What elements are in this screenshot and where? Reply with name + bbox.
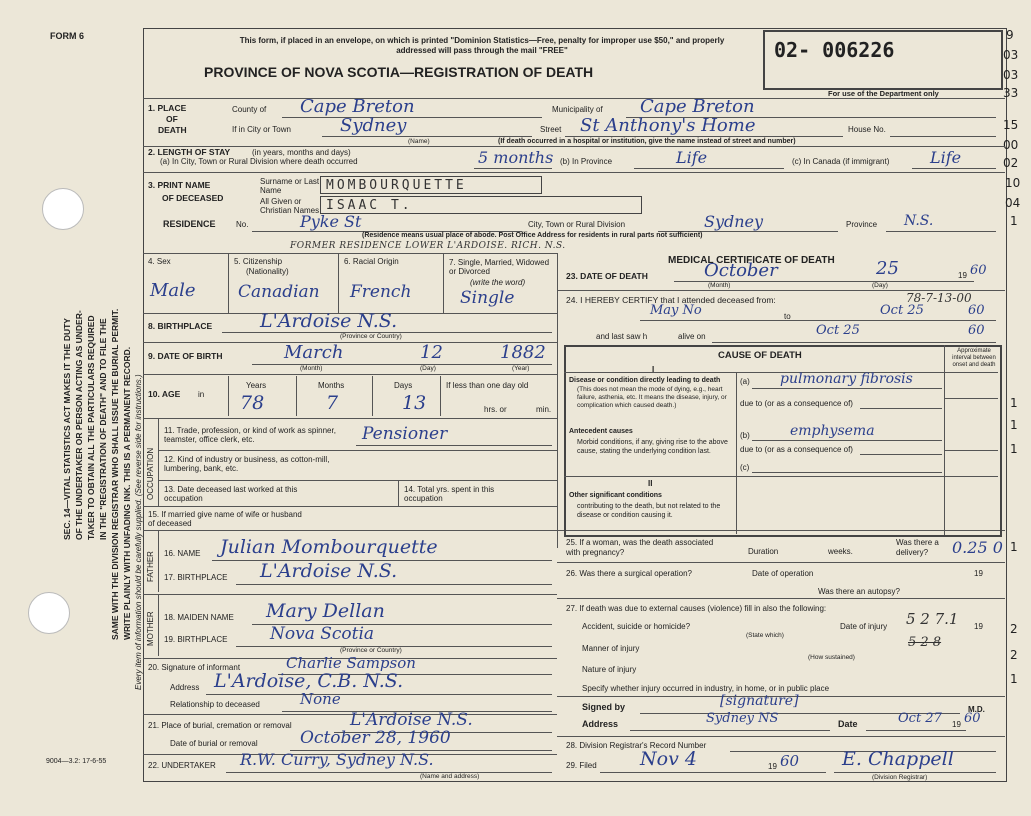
municipality-label: Municipality of xyxy=(552,105,603,114)
q28-label: 28. Division Registrar's Record Number xyxy=(566,741,707,750)
occupation-side-label: OCCUPATION xyxy=(146,447,155,500)
given-value: ISAAC T. xyxy=(326,198,413,213)
age-months: 7 xyxy=(326,392,339,414)
street-value: St Anthony's Home xyxy=(580,115,756,136)
margin-code: 00 xyxy=(1003,138,1019,152)
min-label: min. xyxy=(536,405,552,414)
residence-no-label: No. xyxy=(236,220,249,229)
doctor-date-year: 60 xyxy=(964,711,981,726)
registrar-signature: E. Chappell xyxy=(842,748,954,770)
q29-label: 29. Filed xyxy=(566,761,597,770)
margin-code: 2 xyxy=(1010,622,1018,636)
filed-year: 60 xyxy=(780,752,800,770)
informant-label: 20. Signature of informant xyxy=(148,663,241,672)
doctor-address: Sydney NS xyxy=(706,711,779,726)
attended-from: May No xyxy=(650,303,702,318)
to-word: to xyxy=(784,312,791,321)
postal-note: This form, if placed in an envelope, on which is printed "Dominion Statistics—Free, penalty for improper use $50," and properly addressed will pass through the mail "FREE" xyxy=(239,36,725,55)
mother-birthplace-label: 19. BIRTHPLACE xyxy=(164,635,228,644)
municipality-value: Cape Breton xyxy=(640,96,755,117)
father-birthplace-label: 17. BIRTHPLACE xyxy=(164,573,228,582)
dob-year: 1882 xyxy=(500,342,546,363)
manner-label: Manner of injury xyxy=(582,644,640,653)
birthplace-value: L'Ardoise N.S. xyxy=(260,310,398,332)
weeks-label: weeks. xyxy=(828,547,853,556)
delivery-label: Was there a delivery? xyxy=(896,538,939,557)
doctor-date: Oct 27 xyxy=(898,711,942,726)
stay-b-value: Life xyxy=(676,148,708,167)
burial-date: October 28, 1960 xyxy=(300,728,451,748)
stay-sub: (in years, months and days) xyxy=(252,148,351,157)
informant-address: L'Ardoise, C.B. N.S. xyxy=(214,670,404,692)
sex-value: Male xyxy=(150,280,196,301)
dob-month: March xyxy=(284,342,344,363)
q27-label: 27. If death was due to external causes (violence) fill in also the following: xyxy=(566,604,827,613)
filed-year-prefix: 19 xyxy=(768,762,777,771)
doctor-year-prefix: 19 xyxy=(952,720,961,729)
residence-street: Pyke St xyxy=(300,212,362,231)
stay-b-label: (b) In Province xyxy=(560,157,613,166)
date-of-operation: Date of operation xyxy=(752,569,814,578)
death-year-prefix: 19 xyxy=(958,271,967,280)
cause-a-value: pulmonary fibrosis xyxy=(780,371,913,387)
sex-label: 4. Sex xyxy=(148,257,171,266)
informant-signature: Charlie Sampson xyxy=(286,654,416,672)
death-day-caption: (Day) xyxy=(872,282,888,289)
residence-label: RESIDENCE xyxy=(163,219,216,229)
mother-birthplace: Nova Scotia xyxy=(270,624,375,644)
birthplace-label: 8. BIRTHPLACE xyxy=(148,321,213,331)
q26-label: 26. Was there a surgical operation? xyxy=(566,569,692,578)
q13-label: 13. Date deceased last worked at this occupation xyxy=(164,485,298,503)
margin-code: 9 xyxy=(1006,28,1014,42)
age-years: 78 xyxy=(240,392,265,414)
relationship-label: Relationship to deceased xyxy=(170,700,260,709)
margin-code: 02 xyxy=(1003,156,1019,170)
city-label: If in City or Town xyxy=(232,125,291,134)
age-days: 13 xyxy=(402,392,427,414)
part-ii: II xyxy=(648,479,653,488)
name-label-1: 3. PRINT NAME xyxy=(148,180,211,190)
dob-month-caption: (Month) xyxy=(300,365,323,372)
signed-label: Signed by xyxy=(582,702,626,712)
form-title: PROVINCE OF NOVA SCOTIA—REGISTRATION OF DEATH xyxy=(204,64,594,80)
marital-value: Single xyxy=(460,288,515,308)
q15-label: 15. If married give name of wife or husband of deceased xyxy=(148,510,302,528)
mother-side-label: MOTHER xyxy=(146,611,155,646)
part-i: I xyxy=(652,365,655,374)
given-label: All Given or Christian Names xyxy=(260,197,320,215)
side-notice-4: IN THE "REGISTRATION OF DEATH" AND TO FILE THE xyxy=(98,318,108,540)
racial-value: French xyxy=(350,282,412,302)
q11-value: Pensioner xyxy=(362,424,448,444)
relationship-value: None xyxy=(300,690,341,708)
city-value: Sydney xyxy=(340,115,407,136)
margin-code: 1 xyxy=(1010,396,1018,410)
injury-year: 19 xyxy=(974,622,983,631)
less-than-day: If less than one day old xyxy=(446,381,529,390)
citizenship-value: Canadian xyxy=(238,282,320,302)
autopsy-label: Was there an autopsy? xyxy=(818,587,900,596)
cause-heading: CAUSE OF DEATH xyxy=(718,350,802,361)
age-in: in xyxy=(198,390,205,399)
side-notice-6: WRITE PLAINLY WITH UNFADING INK. THIS IS A PERMANENT RECORD. xyxy=(122,346,132,640)
side-notice-7: Every item of information should be carefully supplied. (See reverse side for instructions.) xyxy=(134,374,143,690)
margin-code: 1 xyxy=(1010,214,1018,228)
last-saw-date: Oct 25 xyxy=(816,323,860,338)
stamp-025: 0.25 0 xyxy=(952,538,1003,557)
q14-label: 14. Total yrs. spent in this occupation xyxy=(404,485,495,503)
mother-maiden: Mary Dellan xyxy=(266,600,385,622)
stay-a-value: 5 months xyxy=(478,148,554,167)
form-code: 9004—3.2: 17-6-55 xyxy=(46,758,107,765)
specify-label: Specify whether injury occurred in industry, in home, or in public place xyxy=(582,684,830,693)
antecedent-note: Morbid conditions, if any, giving rise to the above cause, stating the underlying condition last. xyxy=(577,439,728,455)
other-note: contributing to the death, but not related to the disease or condition causing it. xyxy=(577,503,721,519)
place-label-2: OF xyxy=(166,114,178,124)
cause-b-label: (b) xyxy=(740,431,750,440)
hrs-label: hrs. or xyxy=(484,405,507,414)
due-to-b: due to (or as a consequence of) xyxy=(740,445,853,454)
margin-code: 1 xyxy=(1010,418,1018,432)
birthplace-caption: (Province or Country) xyxy=(340,333,402,340)
margin-code: 03 xyxy=(1003,48,1019,62)
marital-sub: (write the word) xyxy=(470,278,526,287)
last-saw-year: 60 xyxy=(968,323,985,338)
place-label-3: DEATH xyxy=(158,125,187,135)
name-label-2: OF DECEASED xyxy=(162,193,224,203)
dob-label: 9. DATE OF BIRTH xyxy=(148,351,223,361)
alive-on: alive on xyxy=(678,332,706,341)
county-label: County of xyxy=(232,105,267,114)
side-notice-3: TAKER TO OBTAIN ALL THE PARTICULARS REQUIRED xyxy=(86,315,96,540)
dept-use: For use of the Department only xyxy=(828,89,939,98)
margin-code: 33 xyxy=(1003,86,1019,100)
other-label: Other significant conditions xyxy=(569,492,662,499)
margin-code: 2 xyxy=(1010,648,1018,662)
burial-place: L'Ardoise N.S. xyxy=(350,710,473,730)
margin-code: 1 xyxy=(1010,442,1018,456)
death-date-month: October xyxy=(704,260,778,281)
punch-hole-top xyxy=(42,188,84,230)
mother-maiden-label: 18. MAIDEN NAME xyxy=(164,613,234,622)
margin-code: 04 xyxy=(1005,196,1021,210)
duration-label: Duration xyxy=(748,547,779,556)
residence-city-label: City, Town or Rural Division xyxy=(528,220,626,229)
how-sustained: (How sustained) xyxy=(808,654,855,661)
stay-label: 2. LENGTH OF STAY xyxy=(148,147,231,157)
last-saw-label: and last saw h xyxy=(596,332,648,341)
father-birthplace: L'Ardoise N.S. xyxy=(260,560,398,582)
death-month-caption: (Month) xyxy=(708,282,731,289)
years-label: Years xyxy=(246,381,267,390)
doctor-address-label: Address xyxy=(582,719,619,729)
stamp-5271: 5 2 7.1 xyxy=(906,610,959,628)
burial-date-label: Date of burial or removal xyxy=(170,739,258,748)
side-notice-5: SAME WITH THE DIVISION REGISTRAR WHO SHALL ISSUE THE BURIAL PERMIT. xyxy=(110,308,120,640)
date-of-injury: Date of injury xyxy=(840,622,888,631)
surname-label: Surname or Last Name xyxy=(260,177,320,195)
medical-heading: MEDICAL CERTIFICATE OF DEATH xyxy=(668,255,835,266)
registrar-caption: (Division Registrar) xyxy=(872,774,928,781)
marital-label: 7. Single, Married, Widowed or Divorced xyxy=(449,258,550,276)
margin-code: 15 xyxy=(1003,118,1019,132)
cause-b-value: emphysema xyxy=(790,423,875,439)
informant-address-label: Address xyxy=(170,683,200,692)
stay-a-label: (a) In City, Town or Rural Division where death occurred xyxy=(160,157,358,166)
name-caption: (Name) xyxy=(408,138,430,145)
age-label: 10. AGE xyxy=(148,389,181,399)
margin-code: 10 xyxy=(1005,176,1021,190)
death-date-label: 23. DATE OF DEATH xyxy=(566,271,648,281)
death-date-day: 25 xyxy=(876,258,899,279)
dob-year-caption: (Year) xyxy=(512,365,530,372)
form-number: FORM 6 xyxy=(50,31,85,41)
days-label: Days xyxy=(394,381,413,390)
certify-label: 24. I HEREBY CERTIFY that I attended deceased from: xyxy=(566,295,776,305)
institution-note: (If death occurred in a hospital or institution, give the name instead of street and number) xyxy=(498,138,796,145)
death-date-year: 60 xyxy=(970,263,987,278)
record-number: 02- 006226 xyxy=(774,38,895,62)
dob-day: 12 xyxy=(420,342,443,363)
md-label: M.D. xyxy=(968,705,985,714)
citizenship-label: 5. Citizenship xyxy=(234,257,283,266)
interval-heading: Approximate interval between onset and death xyxy=(952,348,996,368)
street-label: Street xyxy=(540,125,562,134)
father-name-label: 16. NAME xyxy=(164,549,201,558)
antecedent-label: Antecedent causes xyxy=(569,428,633,435)
racial-label: 6. Racial Origin xyxy=(344,257,399,266)
accident-label: Accident, suicide or homicide? xyxy=(582,622,691,631)
cause-c-label: (c) xyxy=(740,463,750,472)
residence-city: Sydney xyxy=(704,212,764,231)
op-year: 19 xyxy=(974,569,983,578)
residence-province: N.S. xyxy=(904,213,934,229)
father-name: Julian Mombourquette xyxy=(220,536,438,558)
former-residence: FORMER RESIDENCE LOWER L'ARDOISE. RICH. N.S. xyxy=(290,241,566,251)
margin-code: 03 xyxy=(1003,68,1019,82)
undertaker-caption: (Name and address) xyxy=(420,773,480,780)
father-side-label: FATHER xyxy=(146,551,155,582)
margin-code: 1 xyxy=(1010,540,1018,554)
residence-province-label: Province xyxy=(846,220,878,229)
cause-a-label: (a) xyxy=(740,377,750,386)
attended-to: Oct 25 xyxy=(880,303,924,318)
side-notice-2: OF THE UNDERTAKER OR PERSON ACTING AS UNDER- xyxy=(74,310,84,540)
attended-year: 60 xyxy=(968,303,985,318)
q25-label: 25. If a woman, was the death associated with pregnancy? xyxy=(566,538,714,557)
surname-value: MOMBOURQUETTE xyxy=(326,178,467,193)
residence-note: (Residence means usual place of abode. Post Office Address for residents in rural parts not sufficient) xyxy=(362,232,703,239)
margin-code: 1 xyxy=(1010,672,1018,686)
undertaker-label: 22. UNDERTAKER xyxy=(148,761,216,770)
stay-c-label: (c) In Canada (if immigrant) xyxy=(792,157,890,166)
dob-day-caption: (Day) xyxy=(420,365,436,372)
place-label-1: 1. PLACE xyxy=(148,103,187,113)
immediate-note: (This does not mean the mode of dying, e.g., heart failure, asthenia, etc. It means the disease, injury, or complication which caused death.) xyxy=(577,386,727,409)
punch-hole-bottom xyxy=(28,592,70,634)
county-value: Cape Breton xyxy=(300,96,415,117)
undertaker-value: R.W. Curry, Sydney N.S. xyxy=(240,750,434,769)
certify-from: 78-7-13-00 xyxy=(906,291,972,305)
q12-label: 12. Kind of industry or business, as cotton-mill, lumbering, bank, etc. xyxy=(164,455,330,473)
mother-caption: (Province or Country) xyxy=(340,647,402,654)
due-to-a: due to (or as a consequence of) xyxy=(740,399,853,408)
stay-c-value: Life xyxy=(930,148,962,167)
house-label: House No. xyxy=(848,125,886,134)
nature-label: Nature of injury xyxy=(582,665,637,674)
months-label: Months xyxy=(318,381,345,390)
doctor-date-label: Date xyxy=(838,719,858,729)
state-which: (State which) xyxy=(746,632,784,639)
side-notice-1: SEC. 14—VITAL STATISTICS ACT MAKES IT THE DUTY xyxy=(62,318,72,540)
q11-label: 11. Trade, profession, or kind of work as spinner, teamster, office clerk, etc. xyxy=(164,426,336,444)
filed-date: Nov 4 xyxy=(640,748,697,770)
burial-place-label: 21. Place of burial, cremation or removal xyxy=(148,721,292,730)
stamp-528: 5 2 8 xyxy=(908,635,942,650)
citizenship-sub: (Nationality) xyxy=(246,267,289,276)
signed-value: [signature] xyxy=(720,693,799,709)
immediate-label: Disease or condition directly leading to death xyxy=(569,377,721,384)
